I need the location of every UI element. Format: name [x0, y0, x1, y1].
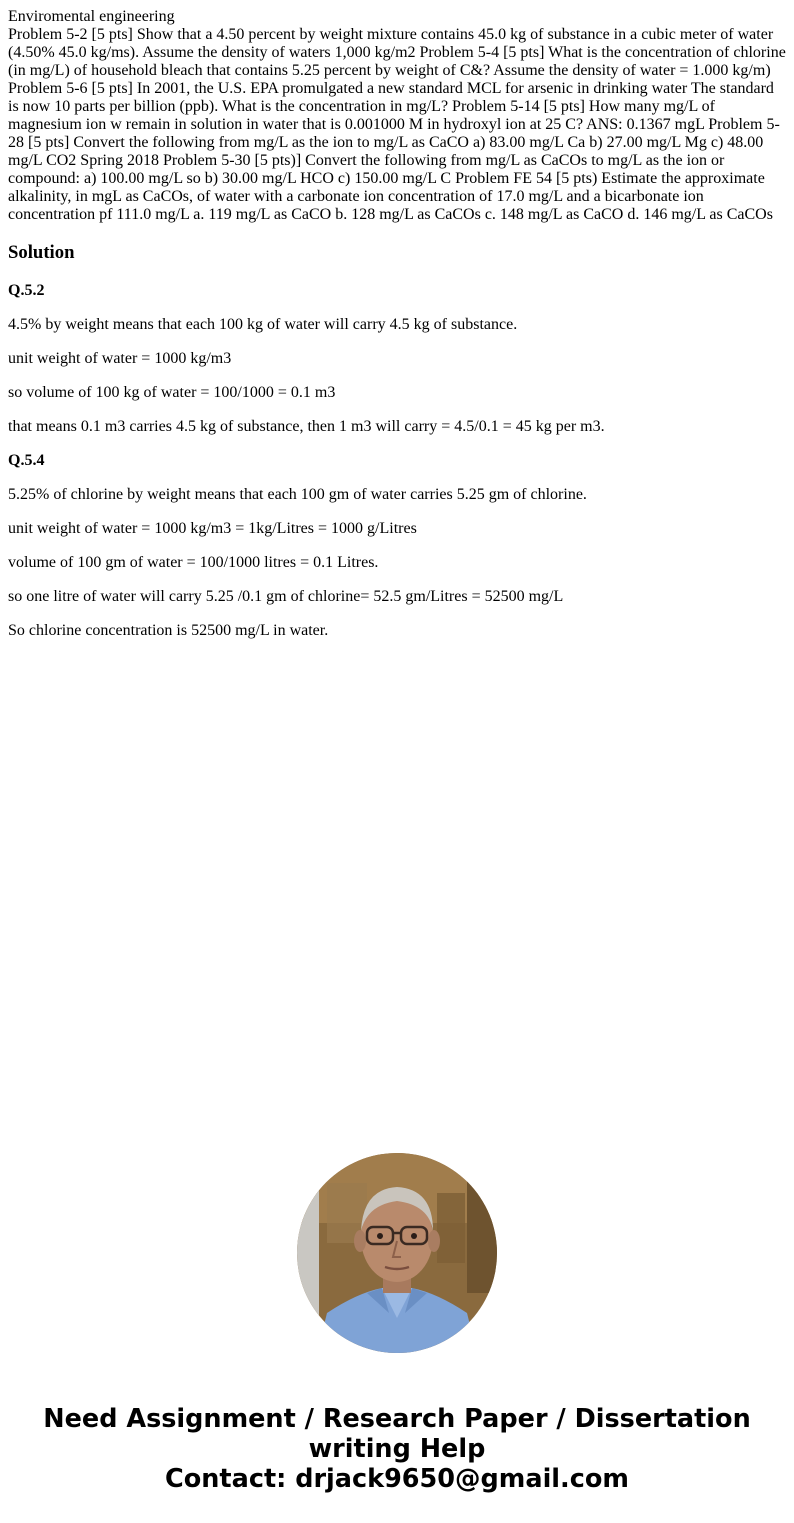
solution-line: unit weight of water = 1000 kg/m3 = 1kg/Litres = 1000 g/Litres	[8, 520, 417, 537]
solution-line: so one litre of water will carry 5.25 /0.1 gm of chlorine= 52.5 gm/Litres = 52500 mg/L	[8, 588, 564, 605]
solution-line: unit weight of water = 1000 kg/m3	[8, 350, 232, 367]
solution-line: 5.25% of chlorine by weight means that each 100 gm of water carries 5.25 gm of chlorine.	[8, 486, 587, 503]
solution-line: 4.5% by weight means that each 100 kg of water will carry 4.5 kg of substance.	[8, 316, 518, 333]
person-photo-icon	[297, 1153, 497, 1353]
solution-line: so volume of 100 kg of water = 100/1000 = 0.1 m3	[8, 384, 336, 401]
solution-heading: Solution	[8, 242, 75, 263]
solution-line: volume of 100 gm of water = 100/1000 litres = 0.1 Litres.	[8, 554, 379, 571]
solution-label-q52: Q.5.2	[8, 282, 45, 299]
document-title: Enviromental engineering	[8, 8, 175, 25]
solution-line: So chlorine concentration is 52500 mg/L in water.	[8, 622, 329, 639]
footer-banner	[0, 1404, 794, 1494]
document-content	[8, 8, 788, 656]
footer-help-text: Need Assignment / Research Paper / Dissertation writing Help	[43, 1404, 751, 1464]
footer-contact-text: Contact: drjack9650@gmail.com	[165, 1464, 629, 1494]
solution-line: that means 0.1 m3 carries 4.5 kg of substance, then 1 m3 will carry = 4.5/0.1 = 45 kg per m3.	[8, 418, 605, 435]
avatar	[297, 1153, 497, 1353]
solution-label-q54: Q.5.4	[8, 452, 45, 469]
question-text: Problem 5-2 [5 pts] Show that a 4.50 percent by weight mixture contains 45.0 kg of substance in a cubic meter of water (4.50% 45.0 kg/ms). Assume the density of waters 1,000 kg/m2 Problem 5-4 [5 pts] What is the concentration of chlorine (in mg/L) of household bleach that contains 5.25 percent by weight of C&? Assume the density of water = 1.000 kg/m) Problem 5-6 [5 pts] In 2001, the U.S. EPA promulgated a new standard MCL for arsenic in drinking water The standard is now 10 parts per billion (ppb). What is the concentration in mg/L? Problem 5-14 [5 pts] How many mg/L of magnesium ion w remain in solution in water that is 0.001000 M in hydroxyl ion at 25 C? ANS: 0.1367 mgL Problem 5-28 [5 pts] Convert the following from mg/L as the ion to mg/L as CaCO a) 83.00 mg/L Ca b) 27.00 mg/L Mg c) 48.00 mg/L CO2 Spring 2018 Problem 5-30 [5 pts)] Convert the following from mg/L as CaCOs to mg/L as the ion or compound: a) 100.00 mg/L so b) 30.00 mg/L HCO c) 150.00 mg/L C Problem FE 54 [5 pts) Estimate the approximate alkalinity, in mgL as CaCOs, of water with a carbonate ion concentration of 17.0 mg/L and a bicarbonate ion concentration pf 111.0 mg/L a. 119 mg/L as CaCO b. 128 mg/L as CaCOs c. 148 mg/L as CaCO d. 146 mg/L as CaCOs	[8, 26, 786, 223]
